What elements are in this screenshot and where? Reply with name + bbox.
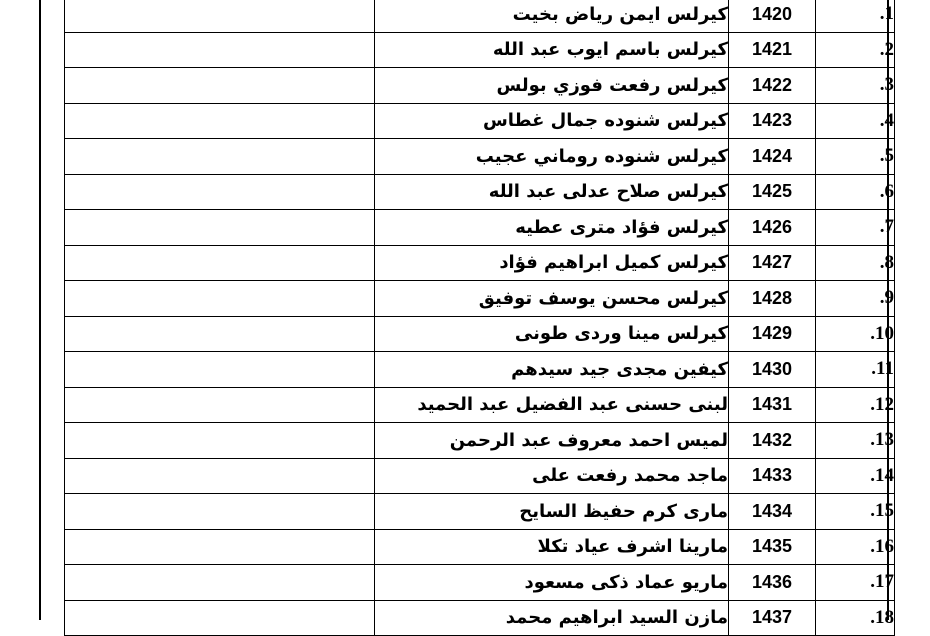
- row-index-cell: .14: [816, 458, 895, 494]
- empty-cell: [65, 174, 375, 210]
- seat-number-cell: 1436: [729, 565, 816, 601]
- student-name-cell: كيرلس شنوده روماني عجيب: [375, 139, 729, 175]
- empty-cell: [65, 600, 375, 636]
- student-name-cell: ماريو عماد ذكى مسعود: [375, 565, 729, 601]
- seat-number-cell: 1428: [729, 281, 816, 317]
- row-index-cell: .2: [816, 32, 895, 68]
- student-name-cell: كيفين مجدى جيد سيدهم: [375, 352, 729, 388]
- seat-number-cell: 1437: [729, 600, 816, 636]
- seat-number-cell: 1433: [729, 458, 816, 494]
- table-row: [65, 458, 895, 494]
- table-row: [65, 245, 895, 281]
- empty-cell: [65, 352, 375, 388]
- empty-cell: [65, 565, 375, 601]
- table-row: [65, 68, 895, 104]
- empty-cell: [65, 245, 375, 281]
- empty-cell: [65, 387, 375, 423]
- student-name-cell: كيرلس صلاح عدلى عبد الله: [375, 174, 729, 210]
- seat-number-cell: 1431: [729, 387, 816, 423]
- row-index-cell: .15: [816, 494, 895, 530]
- student-name-cell: لميس احمد معروف عبد الرحمن: [375, 423, 729, 459]
- table-row: [65, 103, 895, 139]
- seat-number-cell: 1422: [729, 68, 816, 104]
- student-name-cell: كيرلس مينا وردى طونى: [375, 316, 729, 352]
- empty-cell: [65, 281, 375, 317]
- seat-number-cell: 1429: [729, 316, 816, 352]
- student-roster-table: [64, 0, 895, 636]
- student-name-cell: مازن السيد ابراهيم محمد: [375, 600, 729, 636]
- student-name-cell: كيرلس كميل ابراهيم فؤاد: [375, 245, 729, 281]
- row-index-cell: .5: [816, 139, 895, 175]
- row-index-cell: .4: [816, 103, 895, 139]
- empty-cell: [65, 423, 375, 459]
- student-name-cell: ماجد محمد رفعت على: [375, 458, 729, 494]
- seat-number-cell: 1420: [729, 0, 816, 32]
- table-row: [65, 423, 895, 459]
- table-row: [65, 316, 895, 352]
- student-name-cell: كيرلس شنوده جمال غطاس: [375, 103, 729, 139]
- table-row: [65, 600, 895, 636]
- row-index-cell: .8: [816, 245, 895, 281]
- table-row: [65, 0, 895, 32]
- table-row: [65, 210, 895, 246]
- seat-number-cell: 1432: [729, 423, 816, 459]
- seat-number-cell: 1430: [729, 352, 816, 388]
- empty-cell: [65, 210, 375, 246]
- table-row: [65, 32, 895, 68]
- empty-cell: [65, 0, 375, 32]
- seat-number-cell: 1423: [729, 103, 816, 139]
- seat-number-cell: 1425: [729, 174, 816, 210]
- table-row: [65, 529, 895, 565]
- empty-cell: [65, 529, 375, 565]
- row-index-cell: .13: [816, 423, 895, 459]
- row-index-cell: .7: [816, 210, 895, 246]
- row-index-cell: .12: [816, 387, 895, 423]
- row-index-cell: .3: [816, 68, 895, 104]
- table-row: [65, 174, 895, 210]
- row-index-cell: .17: [816, 565, 895, 601]
- row-index-cell: .11: [816, 352, 895, 388]
- seat-number-cell: 1427: [729, 245, 816, 281]
- table-row: [65, 494, 895, 530]
- roster-body: [65, 0, 895, 636]
- row-index-cell: .6: [816, 174, 895, 210]
- empty-cell: [65, 68, 375, 104]
- student-name-cell: مارى كرم حفيظ السايح: [375, 494, 729, 530]
- page-frame-left: [39, 0, 41, 620]
- student-name-cell: كيرلس رفعت فوزي بولس: [375, 68, 729, 104]
- row-index-cell: .18: [816, 600, 895, 636]
- student-name-cell: لبنى حسنى عبد الفضيل عبد الحميد: [375, 387, 729, 423]
- seat-number-cell: 1426: [729, 210, 816, 246]
- seat-number-cell: 1434: [729, 494, 816, 530]
- row-index-cell: .1: [816, 0, 895, 32]
- row-index-cell: .9: [816, 281, 895, 317]
- table-row: [65, 139, 895, 175]
- student-name-cell: كيرلس محسن يوسف توفيق: [375, 281, 729, 317]
- empty-cell: [65, 494, 375, 530]
- empty-cell: [65, 316, 375, 352]
- empty-cell: [65, 103, 375, 139]
- table-row: [65, 281, 895, 317]
- table-row: [65, 387, 895, 423]
- seat-number-cell: 1424: [729, 139, 816, 175]
- student-name-cell: مارينا اشرف عياد تكلا: [375, 529, 729, 565]
- empty-cell: [65, 32, 375, 68]
- student-name-cell: كيرلس ايمن رياض بخيت: [375, 0, 729, 32]
- empty-cell: [65, 458, 375, 494]
- student-name-cell: كيرلس فؤاد مترى عطيه: [375, 210, 729, 246]
- table-row: [65, 352, 895, 388]
- table-row: [65, 565, 895, 601]
- row-index-cell: .16: [816, 529, 895, 565]
- student-name-cell: كيرلس باسم ايوب عبد الله: [375, 32, 729, 68]
- seat-number-cell: 1421: [729, 32, 816, 68]
- seat-number-cell: 1435: [729, 529, 816, 565]
- empty-cell: [65, 139, 375, 175]
- row-index-cell: .10: [816, 316, 895, 352]
